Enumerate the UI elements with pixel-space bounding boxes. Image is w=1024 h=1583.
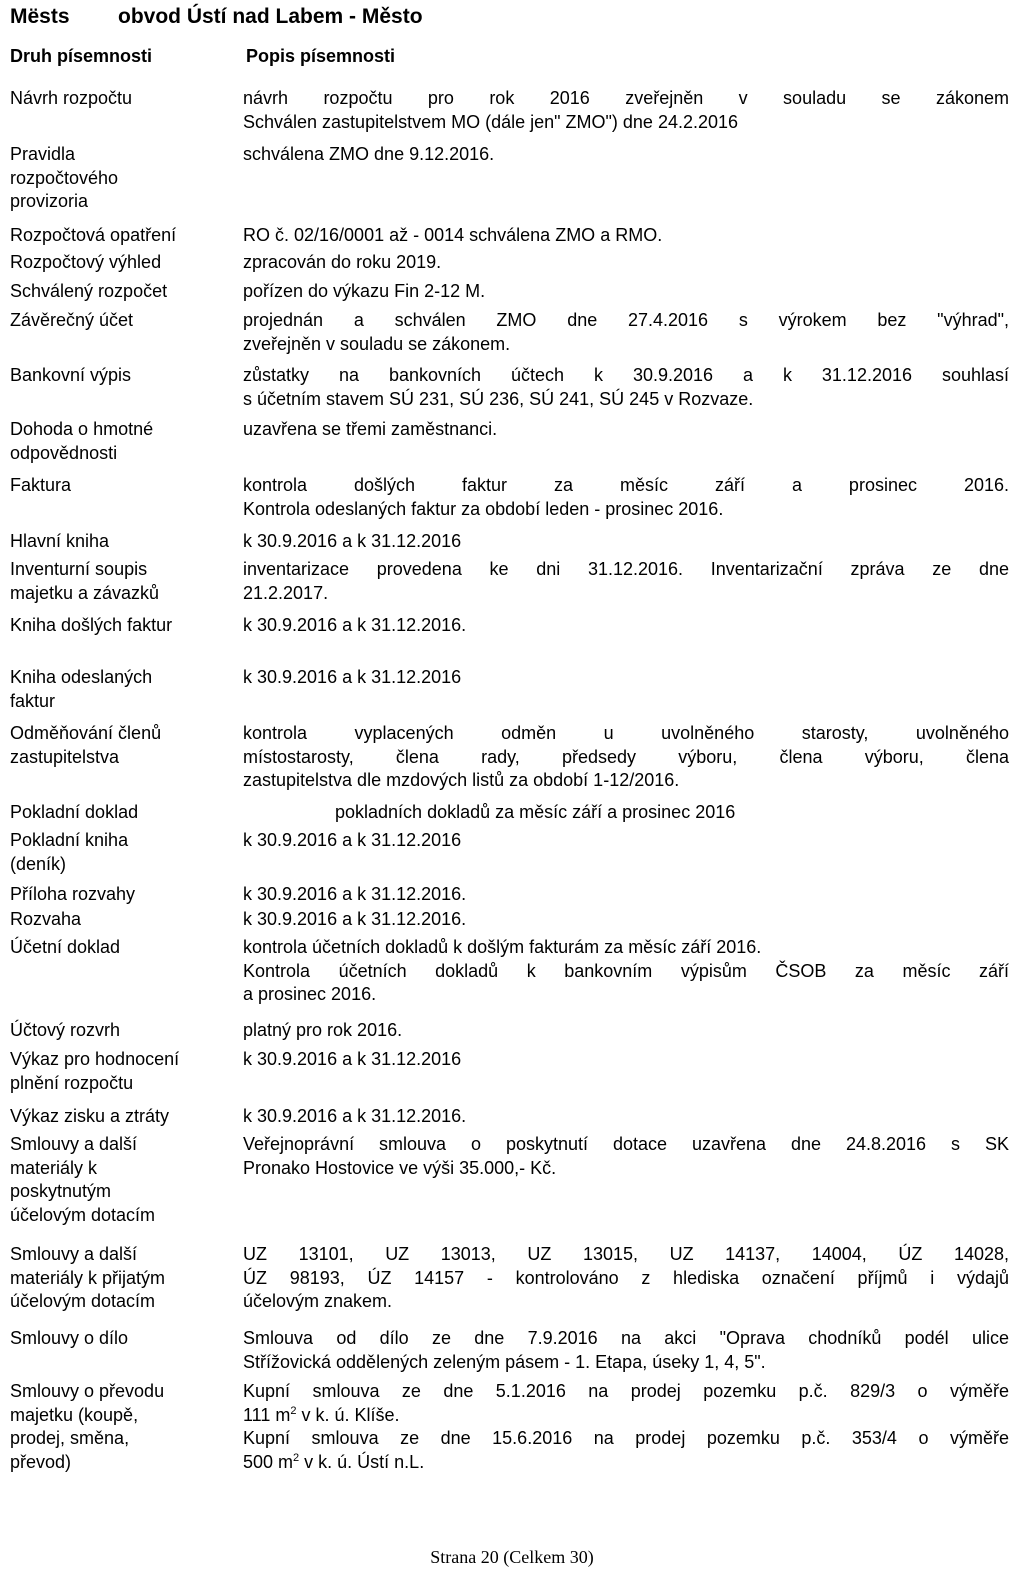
description-line: pokladních dokladů za měsíc září a prosinec 2016 (335, 802, 736, 822)
description-line: kontrola vyplacených odměn u uvolněného starosty, uvolněného (243, 723, 1009, 743)
document-type-label (10, 224, 240, 248)
description-line (243, 1451, 1009, 1475)
label-line: Dohoda o hmotné (10, 419, 154, 439)
document-description (243, 1243, 1009, 1314)
description-line: projednán a schválen ZMO dne 27.4.2016 s výrokem bez "výhrad", (243, 310, 1009, 330)
column-header-description: Popis písemnosti (246, 46, 396, 66)
description-line: UZ 13101, UZ 13013, UZ 13015, UZ 14137, 14004, ÚZ 14028, (243, 1244, 1009, 1264)
description-line: Kontrola odeslaných faktur za období leden - prosinec 2016. (243, 498, 724, 519)
description-line: kontrola účetních dokladů k došlým fakturám za měsíc září 2016. (243, 937, 762, 957)
description-text: Kupní smlouva ze dne 5.1.2016 na prodej pozemku p.č. 829/3 o výměře (243, 1381, 1009, 1401)
document-type-label (10, 829, 240, 876)
description-line (243, 1427, 1009, 1451)
document-type-label (10, 1105, 240, 1129)
description-text: v k. ú. Klíše. (296, 1404, 400, 1425)
description-line: Pronako Hostovice ve výši 35.000,- Kč. (243, 1157, 557, 1178)
page-footer: Strana 20 (Celkem 30) (430, 1547, 594, 1567)
document-description (243, 936, 1009, 1007)
description-line: zveřejněn v souladu se zákonem. (243, 333, 511, 354)
description-text: v k. ú. Ústí n.L. (299, 1451, 425, 1472)
document-description (243, 558, 1009, 605)
label-line: převod) (10, 1451, 72, 1472)
label-line: Návrh rozpočtu (10, 88, 133, 108)
document-type-label (10, 309, 240, 333)
label-line: Rozpočtový výhled (10, 252, 162, 272)
label-line: Rozpočtová opatření (10, 225, 177, 245)
document-description (243, 1019, 1009, 1043)
description-line: k 30.9.2016 a k 31.12.2016 (243, 1049, 462, 1069)
description-text: 111 m (243, 1404, 291, 1425)
description-line: kontrola došlých faktur za měsíc září a prosinec 2016. (243, 475, 1009, 495)
document-type-label (10, 280, 240, 304)
document-description (243, 722, 1009, 793)
document-type-label (10, 614, 240, 638)
document-description (243, 251, 1009, 275)
label-line: poskytnutým (10, 1181, 112, 1201)
description-line: zůstatky na bankovních účtech k 30.9.2016 a k 31.12.2016 souhlasí (243, 365, 1009, 385)
document-description (243, 309, 1009, 356)
description-line (243, 1380, 1009, 1404)
description-line: pořízen do výkazu Fin 2-12 M. (243, 281, 486, 301)
document-type-label (10, 801, 240, 825)
label-line: Rozvaha (10, 909, 82, 929)
label-line: majetku (koupě, (10, 1404, 139, 1425)
document-type-label (10, 1019, 240, 1043)
label-line: prodej, směna, (10, 1428, 130, 1448)
document-description (243, 143, 1009, 167)
document-description (243, 87, 1009, 134)
label-line: majetku a závazků (10, 582, 160, 603)
description-line: k 30.9.2016 a k 31.12.2016. (243, 909, 467, 929)
description-line: platný pro rok 2016. (243, 1020, 403, 1040)
label-line: Pokladní doklad (10, 802, 139, 822)
description-text: 500 m (243, 1451, 294, 1472)
description-line: ÚZ 98193, ÚZ 14157 - kontrolováno z hlediska označení příjmů i výdajů (243, 1267, 1009, 1288)
title-part-2: obvod Ústí nad Labem - Město (118, 5, 423, 28)
label-line: účelovým dotacím (10, 1291, 156, 1311)
description-line: místostarosty, člena rady, předsedy výboru, člena výboru, člena (243, 746, 1009, 767)
document-description (243, 1105, 1009, 1129)
label-line: (deník) (10, 853, 67, 874)
document-description (243, 666, 1009, 690)
label-line: Závěrečný účet (10, 310, 134, 330)
label-line: Kniha odeslaných (10, 667, 153, 687)
description-line: s účetním stavem SÚ 231, SÚ 236, SÚ 241, SÚ 245 v Rozvaze. (243, 388, 754, 409)
document-type-label (10, 1133, 240, 1227)
description-line: uzavřena se třemi zaměstnanci. (243, 419, 498, 439)
document-description (243, 280, 1009, 304)
document-type-label (10, 1243, 240, 1314)
description-line: k 30.9.2016 a k 31.12.2016 (243, 531, 462, 551)
label-line: Smlouvy a další (10, 1244, 138, 1264)
description-line: Kontrola účetních dokladů k bankovním výpisům ČSOB za měsíc září (243, 960, 1009, 981)
description-line: k 30.9.2016 a k 31.12.2016. (243, 615, 467, 635)
label-line: odpovědnosti (10, 442, 118, 463)
label-line: faktur (10, 690, 56, 711)
document-type-label (10, 722, 240, 769)
description-line: inventarizace provedena ke dni 31.12.2016. Inventarizační zpráva ze dne (243, 559, 1009, 579)
label-line: Hlavní kniha (10, 531, 110, 551)
document-description (243, 474, 1009, 521)
document-type-label (10, 558, 240, 605)
document-type-label (10, 1380, 240, 1474)
document-description (243, 364, 1009, 411)
label-line: Schválený rozpočet (10, 281, 168, 301)
document-type-label (10, 530, 240, 554)
document-type-label (10, 251, 240, 275)
document-type-label (10, 143, 240, 214)
label-line: provizoria (10, 191, 89, 211)
document-description (243, 224, 1009, 248)
description-line: Veřejnoprávní smlouva o poskytnutí dotace uzavřena dne 24.8.2016 s SK (243, 1134, 1009, 1154)
description-line: zastupitelstva dle mzdových listů za období 1-12/2016. (243, 770, 680, 790)
description-line: návrh rozpočtu pro rok 2016 zveřejněn v souladu se zákonem (243, 88, 1009, 108)
label-line: Příloha rozvahy (10, 884, 136, 904)
document-description (243, 908, 1009, 932)
description-line: a prosinec 2016. (243, 984, 377, 1004)
document-type-label (10, 474, 240, 498)
document-description (243, 1048, 1009, 1072)
label-line: účelovým dotacím (10, 1204, 156, 1225)
title-part-1: Mësts (10, 5, 70, 28)
description-line: zpracován do roku 2019. (243, 252, 442, 272)
document-description (243, 1380, 1009, 1474)
column-header-type: Druh písemnosti (10, 46, 153, 66)
description-line: k 30.9.2016 a k 31.12.2016 (243, 830, 462, 850)
label-line: Smlouvy a další (10, 1134, 138, 1154)
label-line: materiály k přijatým (10, 1267, 166, 1288)
document-type-label (10, 364, 240, 388)
document-type-label (10, 1327, 240, 1351)
label-line: Výkaz pro hodnocení (10, 1049, 180, 1069)
label-line: Smlouvy o převodu (10, 1381, 165, 1401)
label-line: materiály k (10, 1157, 98, 1178)
superscript: 2 (293, 1451, 300, 1464)
label-line: Pravidla (10, 144, 76, 164)
document-description (243, 829, 1009, 853)
label-line: rozpočtového (10, 167, 119, 188)
description-line: k 30.9.2016 a k 31.12.2016. (243, 884, 467, 904)
description-text: Kupní smlouva ze dne 15.6.2016 na prodej pozemku p.č. 353/4 o výměře (243, 1428, 1009, 1448)
document-description (243, 530, 1009, 554)
label-line: Kniha došlých faktur (10, 615, 173, 635)
document-description (243, 1327, 1009, 1374)
label-line: Odměňování členů (10, 723, 162, 743)
label-line: Smlouvy o dílo (10, 1328, 129, 1348)
description-line: 21.2.2017. (243, 582, 329, 603)
document-type-label (10, 936, 240, 960)
document-description (243, 614, 1009, 638)
document-type-label (10, 908, 240, 932)
description-line: RO č. 02/16/0001 až - 0014 schválena ZMO a RMO. (243, 225, 663, 245)
document-type-label (10, 87, 240, 111)
description-line: Smlouva od dílo ze dne 7.9.2016 na akci "Oprava chodníků podél ulice (243, 1328, 1009, 1348)
description-line: k 30.9.2016 a k 31.12.2016. (243, 1106, 467, 1126)
label-line: plnění rozpočtu (10, 1072, 134, 1093)
label-line: Účtový rozvrh (10, 1020, 121, 1040)
document-type-label (10, 1048, 240, 1095)
description-line: schválena ZMO dne 9.12.2016. (243, 144, 495, 164)
document-description (243, 801, 1009, 825)
description-line: Schválen zastupitelstvem MO (dále jen" ZMO") dne 24.2.2016 (243, 111, 739, 132)
document-type-label (10, 418, 240, 465)
label-line: Výkaz zisku a ztráty (10, 1106, 170, 1126)
document-description (243, 883, 1009, 907)
description-line: k 30.9.2016 a k 31.12.2016 (243, 667, 462, 687)
label-line: Faktura (10, 475, 72, 495)
document-description (243, 418, 1009, 442)
document-description (243, 1133, 1009, 1180)
label-line: Bankovní výpis (10, 365, 132, 385)
description-line: Střížovická oddělených zeleným pásem - 1. Etapa, úseky 1, 4, 5". (243, 1351, 766, 1372)
label-line: Účetní doklad (10, 937, 121, 957)
description-line: účelovým znakem. (243, 1291, 393, 1311)
document-type-label (10, 666, 240, 713)
description-line (243, 1404, 1009, 1428)
document-type-label (10, 883, 240, 907)
label-line: Inventurní soupis (10, 559, 148, 579)
superscript: 2 (290, 1404, 297, 1417)
label-line: Pokladní kniha (10, 830, 129, 850)
label-line: zastupitelstva (10, 746, 120, 767)
